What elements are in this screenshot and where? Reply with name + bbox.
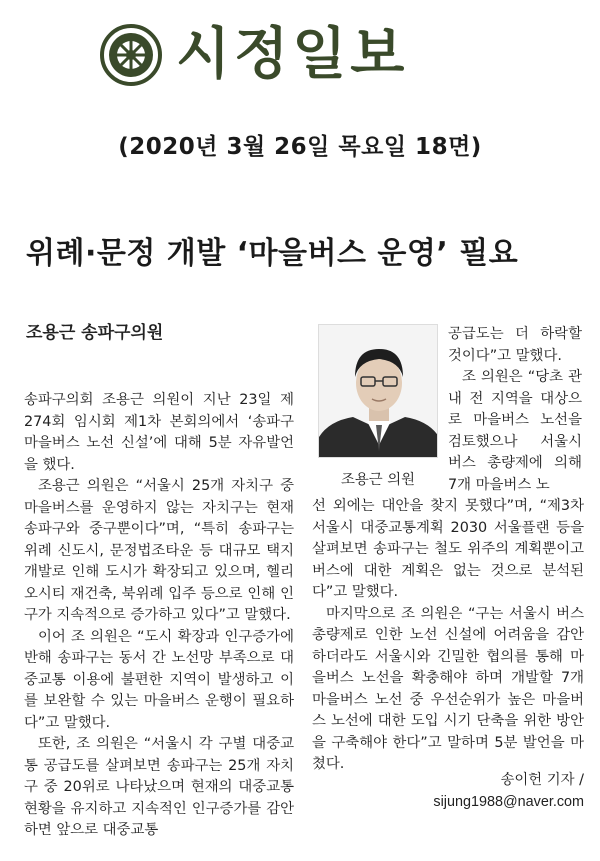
paragraph: 송파구의회 조용근 의원이 지난 23일 제274회 임시회 제1차 본회의에서 ‘송파구 마을버스 노선 신설’에 대해 5분 자유발언을 했다. xyxy=(24,392,294,473)
seoul-emblem-icon xyxy=(100,24,162,86)
reporter-name: 송이헌 기자 / xyxy=(500,772,584,788)
photo-caption: 조용근 의원 xyxy=(340,472,416,488)
paragraph: 조용근 의원은 “서울시 25개 자치구 중 마을버스를 운영하지 않는 자치구는 현재 송파구와 중구뿐이다”며, “특히 송파구는 위례 신도시, 문정법조타운 등 대규모 택지 개발로 인해 도시가 확장되고 있으며, 헬리오시티 재건축, 북위례 입주 등으로 인해 인구가 지속적으로 증가하고 있다”고 말했다. xyxy=(24,478,294,623)
paragraph: 조 의원은 “당초 관내 전 지역을 대상으로 마을버스 노선을 검토했으나 서울시 버스 총량제에 의해 7개 마을버스 노 xyxy=(448,369,582,493)
article-column-right xyxy=(312,496,584,776)
article-column-right-top xyxy=(448,324,582,496)
paragraph: 선 외에는 대안을 찾지 못했다”며, “제3차 서울시 대중교통계획 2030 서울플랜 등을 살펴보면 송파구는 철도 위주의 계획뿐이고 버스에 대한 계획은 없는 것으로 분석된다”고 말했다. xyxy=(312,498,584,600)
paragraph: 마지막으로 조 의원은 “구는 서울시 버스 총량제로 인한 노선 신설에 어려움을 감안하더라도 서울시와 긴밀한 협의를 통해 마을버스 노선을 확충해야 하며 개발할 7개 마을버스 노선 중 우선순위가 높은 마을버스 노선에 대한 도입 시기 단축을 위한 방안을 구축해야 한다”고 말하며 5분 발언을 마쳤다. xyxy=(312,605,584,772)
issue-date: (2020년 3월 26일 목요일 18면) xyxy=(118,134,482,160)
paragraph: 이어 조 의원은 “도시 확장과 인구증가에 반해 송파구는 동서 간 노선망 부족으로 대중교통 이용에 불편한 지역이 발생하고 이를 보완할 수 있는 마을버스 운행이 필요하다”고 말했다. xyxy=(24,628,294,731)
masthead xyxy=(100,20,430,90)
reporter-email: sijung1988@naver.com xyxy=(433,793,584,810)
portrait-image xyxy=(319,325,438,458)
paragraph: 공급도는 더 하락할 것이다”고 말했다. xyxy=(448,326,582,364)
newspaper-name: 시정일보 xyxy=(176,22,409,87)
paragraph: 또한, 조 의원은 “서울시 각 구별 대중교통 공급도를 살펴보면 송파구는 25개 자치구 중 20위로 나타났으며 현재의 대중교통 현황을 유지하고 지속적인 인구증가를 감안하면 앞으로 대중교통 xyxy=(24,736,294,838)
reporter-credit xyxy=(312,770,584,813)
article-headline: 위례·문정 개발 ‘마을버스 운영’ 필요 xyxy=(26,236,519,271)
councilor-photo xyxy=(318,324,438,458)
article-column-left xyxy=(24,390,294,842)
article-byline: 조용근 송파구의원 xyxy=(26,323,164,343)
